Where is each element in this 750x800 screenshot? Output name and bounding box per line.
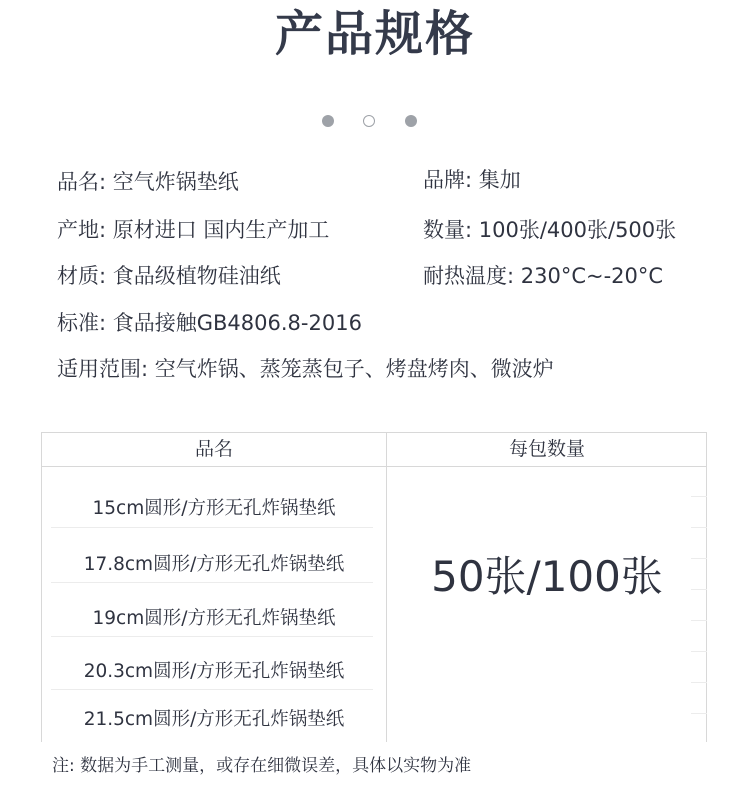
- spec-quantity: 数量: 100张/400张/500张: [423, 218, 677, 242]
- row-divider: [51, 527, 373, 528]
- carousel-indicator: [322, 115, 422, 129]
- row-tick: [691, 713, 707, 714]
- table-row-name: 17.8cm圆形/方形无孔炸锅垫纸: [83, 554, 345, 575]
- quantity-per-pack-value: 50张/100张: [431, 552, 663, 601]
- spec-material: 材质: 食品级植物硅油纸: [57, 264, 281, 288]
- row-tick: [691, 496, 707, 497]
- carousel-dot-3[interactable]: [405, 115, 417, 127]
- row-tick: [691, 558, 707, 559]
- row-tick: [691, 651, 707, 652]
- table-row-name: 15cm圆形/方形无孔炸锅垫纸: [92, 498, 336, 519]
- spec-brand: 品牌: 集加: [423, 168, 521, 192]
- row-divider: [51, 636, 373, 637]
- spec-standard: 标准: 食品接触GB4806.8-2016: [57, 311, 362, 335]
- footer-note: 注: 数据为手工测量，或存在细微误差，具体以实物为准: [52, 756, 472, 776]
- row-tick: [691, 527, 707, 528]
- spec-usage: 适用范围: 空气炸锅、蒸笼蒸包子、烤盘烤肉、微波炉: [57, 357, 554, 381]
- table-header-name: 品名: [194, 438, 233, 460]
- row-tick: [691, 589, 707, 590]
- table-row-name: 21.5cm圆形/方形无孔炸锅垫纸: [83, 709, 345, 730]
- carousel-dot-2[interactable]: [363, 115, 375, 127]
- page-title: 产品规格: [274, 6, 475, 62]
- table-left-border: [41, 432, 42, 742]
- spec-table: [41, 432, 707, 742]
- carousel-dot-1[interactable]: [322, 115, 334, 127]
- spec-product-name: 品名: 空气炸锅垫纸: [57, 170, 239, 194]
- table-row-name: 20.3cm圆形/方形无孔炸锅垫纸: [83, 661, 345, 682]
- table-header-divider: [41, 466, 707, 467]
- spec-origin: 产地: 原材进口 国内生产加工: [57, 218, 330, 242]
- row-tick: [691, 682, 707, 683]
- row-tick: [691, 620, 707, 621]
- table-header-quantity: 每包数量: [508, 438, 585, 460]
- row-divider: [51, 689, 373, 690]
- row-divider: [51, 582, 373, 583]
- table-row-name: 19cm圆形/方形无孔炸锅垫纸: [92, 608, 336, 629]
- spec-heat-resistance: 耐热温度: 230°C~-20°C: [423, 264, 664, 288]
